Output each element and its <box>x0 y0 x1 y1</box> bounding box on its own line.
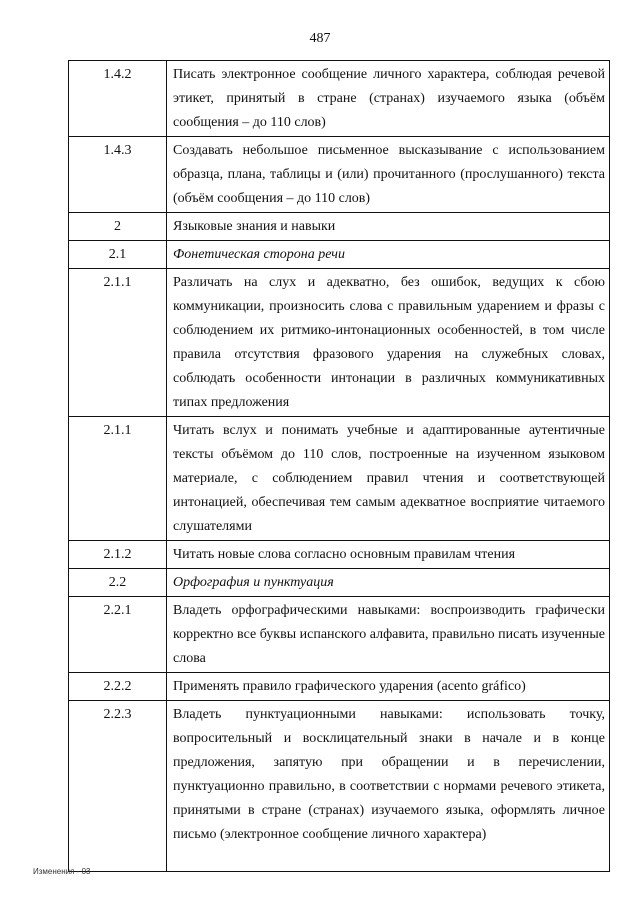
row-text: Читать вслух и понимать учебные и адаптированные аутентичные тексты объёмом до 110 слов, построенные на изученном языковом материале, с соблюдением правил чтения и соответствующей интонацией, обеспечивая тем самым адекватное восприятие читаемого слушателями <box>167 417 610 541</box>
table-row <box>69 673 610 701</box>
requirements-table <box>68 60 610 872</box>
row-code: 1.4.3 <box>69 137 167 213</box>
row-text: Фонетическая сторона речи <box>167 241 610 269</box>
row-code: 2.2.1 <box>69 597 167 673</box>
row-text: Языковые знания и навыки <box>167 213 610 241</box>
row-code: 2 <box>69 213 167 241</box>
table-row <box>69 213 610 241</box>
page-number: 487 <box>309 31 331 46</box>
table-row <box>69 597 610 673</box>
table-row <box>69 137 610 213</box>
row-text: Орфография и пунктуация <box>167 569 610 597</box>
row-code: 2.1 <box>69 241 167 269</box>
row-text: Владеть пунктуационными навыками: использовать точку, вопросительный и восклицательный знаки в начале и в конце предложения, запятую при обращении и в перечислении, пунктуационно правильно, в соответствии с нормами речевого этикета, принятыми в стране (странах) изучаемого языка, оформлять личное письмо (электронное сообщение личного характера) <box>167 701 610 872</box>
row-text: Писать электронное сообщение личного характера, соблюдая речевой этикет, принятый в стране (странах) изучаемого языка (объём сообщения – до 110 слов) <box>167 61 610 137</box>
row-code: 2.2.2 <box>69 673 167 701</box>
table-row <box>69 241 610 269</box>
row-text: Применять правило графического ударения (acento gráfico) <box>167 673 610 701</box>
table-row <box>69 269 610 417</box>
row-code: 2.2 <box>69 569 167 597</box>
row-text: Создавать небольшое письменное высказывание с использованием образца, плана, таблицы и (или) прочитанного (прослушанного) текста (объём сообщения – до 110 слов) <box>167 137 610 213</box>
footer-revision: Изменения - 03 <box>33 867 91 876</box>
table-row <box>69 541 610 569</box>
table-row <box>69 61 610 137</box>
row-text: Владеть орфографическими навыками: воспроизводить графически корректно все буквы испанского алфавита, правильно писать изученные слова <box>167 597 610 673</box>
row-code: 1.4.2 <box>69 61 167 137</box>
row-code: 2.1.2 <box>69 541 167 569</box>
row-text: Различать на слух и адекватно, без ошибок, ведущих к сбою коммуникации, произносить слова с правильным ударением и фразы с соблюдением их ритмико-интонационных особенностей, в том числе правила отсутствия фразового ударения на служебных словах, соблюдать особенности интонации в различных коммуникативных типах предложения <box>167 269 610 417</box>
table-row <box>69 569 610 597</box>
row-code: 2.1.1 <box>69 417 167 541</box>
table-row <box>69 701 610 872</box>
row-code: 2.2.3 <box>69 701 167 872</box>
table-row <box>69 417 610 541</box>
row-code: 2.1.1 <box>69 269 167 417</box>
row-text: Читать новые слова согласно основным правилам чтения <box>167 541 610 569</box>
